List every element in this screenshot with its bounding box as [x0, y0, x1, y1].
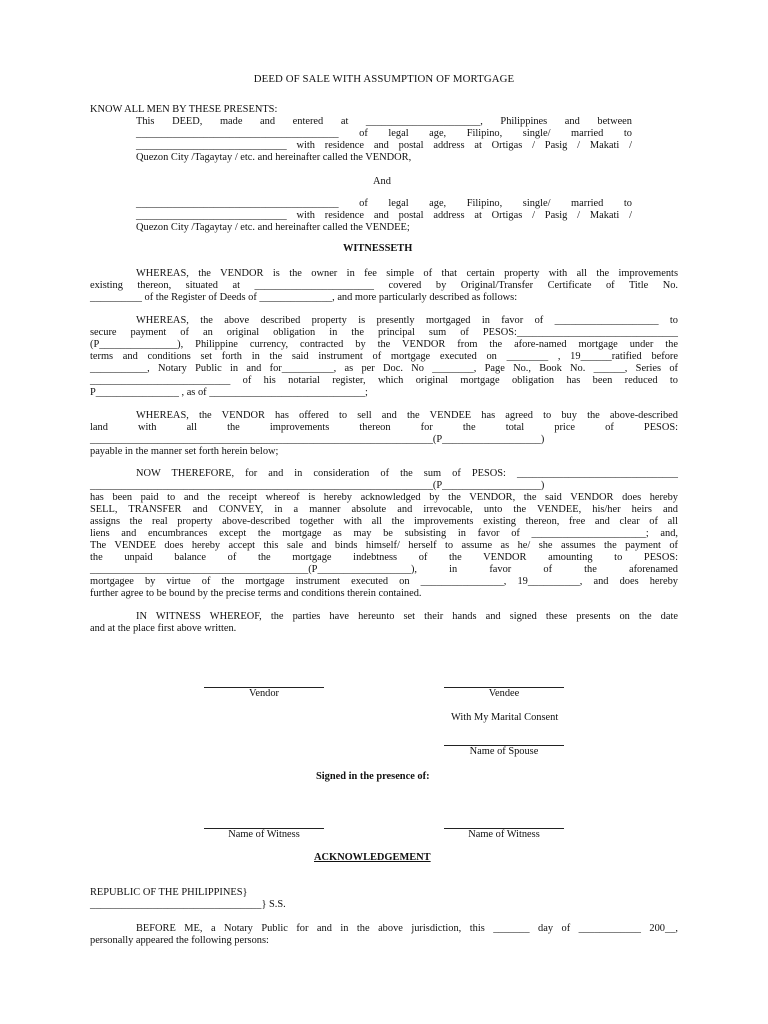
whereas-line: P________________ , as of ______________________________;	[90, 387, 368, 398]
whereas-line: land with all the improvements thereon for the total price of PESOS:	[90, 422, 678, 433]
marital-consent-label: With My Marital Consent	[451, 712, 559, 723]
before-me-line: BEFORE ME, a Notary Public for and in the above jurisdiction, this _______ day of ____________ 200__,	[136, 923, 678, 934]
whereas-line: secure payment of an original obligation in the principal sum of PESOS:_______________________________	[90, 327, 678, 338]
in-witness-line: IN WITNESS WHEREOF, the parties have hereunto set their hands and signed these presents on the date	[136, 611, 678, 622]
now-therefore-line: liens and encumbrances except the mortgage as may be subsisting in favor of ______________________; and,	[90, 528, 678, 539]
document-title: DEED OF SALE WITH ASSUMPTION OF MORTGAGE	[253, 73, 515, 85]
whereas-line: existing thereon, situated at _______________________ covered by Original/Transfer Certificate of Title No.	[90, 280, 678, 291]
whereas-line: __________ of the Register of Deeds of ______________, and more particularly described as follows:	[90, 292, 518, 303]
whereas-line: ___________________________ of his notarial register, which original mortgage obligation has been reduced to	[90, 375, 678, 386]
vendor-line: _______________________________________ of legal age, Filipino, single/ married to	[136, 128, 632, 139]
now-therefore-line: has been paid to and the receipt whereof is hereby acknowledged by the VENDOR, the said VENDOR does hereby	[90, 492, 678, 503]
now-therefore-line: __________________________________________(P__________________), in favor of the aforenamed	[90, 564, 678, 575]
whereas-line: WHEREAS, the VENDOR is the owner in fee simple of that certain property with all the improvements	[136, 268, 678, 279]
vendee-line: Quezon City /Tagaytay / etc. and hereinafter called the VENDEE;	[136, 222, 410, 233]
and-word: And	[373, 176, 391, 187]
vendor-line: This DEED, made and entered at ______________________, Philippines and between	[136, 116, 632, 127]
witness-1-label: Name of Witness	[228, 829, 300, 840]
vendor-label: Vendor	[248, 688, 279, 699]
spouse-label: Name of Spouse	[469, 746, 539, 757]
now-therefore-line: assigns the real property above-described together with all the improvements existing thereon, free and clear of all	[90, 516, 678, 527]
in-witness-line: and at the place first above written.	[90, 623, 237, 634]
whereas-line: WHEREAS, the above described property is presently mortgaged in favor of ____________________ to	[136, 315, 678, 326]
now-therefore-line: The VENDEE does hereby accept this sale and binds himself/ herself to assume as he/ she assumes the payment of	[90, 540, 678, 551]
now-therefore-line: NOW THEREFORE, for and in consideration of the sum of PESOS: _______________________________	[136, 468, 678, 479]
intro-line: KNOW ALL MEN BY THESE PRESENTS:	[90, 104, 278, 115]
whereas-line: payable in the manner set forth herein below;	[90, 446, 279, 457]
whereas-line: ___________, Notary Public in and for__________, as per Doc. No ________, Page No., Book No. ______, Series of	[90, 363, 678, 374]
ss-line: _________________________________} S.S.	[90, 899, 286, 910]
whereas-line: terms and conditions set forth in the said instrument of mortgage executed on ________ , 19______ratified before	[90, 351, 678, 362]
now-therefore-line: mortgagee by virtue of the mortgage instrument executed on ________________, 19__________, and does hereby	[90, 576, 678, 587]
witness-2-label: Name of Witness	[468, 829, 540, 840]
whereas-line: __________________________________________________________________(P___________________)	[90, 434, 545, 445]
vendee-line: _______________________________________ of legal age, Filipino, single/ married to	[136, 198, 632, 209]
whereas-line: WHEREAS, the VENDOR has offered to sell and the VENDEE has agreed to buy the above-described	[136, 410, 678, 421]
vendee-line: _____________________________ with residence and postal address at Ortigas / Pasig / Makati /	[136, 210, 632, 221]
now-therefore-line: the unpaid balance of the mortgage indebtness of the VENDOR amounting to PESOS:	[90, 552, 678, 563]
witnesseth-heading: WITNESSETH	[343, 243, 413, 254]
vendee-label: Vendee	[488, 688, 520, 699]
now-therefore-line: further agree to be bound by the precise terms and conditions therein contained.	[90, 588, 422, 599]
vendor-line: Quezon City /Tagaytay / etc. and hereinafter called the VENDOR,	[136, 152, 412, 163]
whereas-line: (P_______________), Philippine currency, contracted by the VENDOR from the afore-named mortgage under the	[90, 339, 678, 350]
now-therefore-line: __________________________________________________________________(P___________________)	[90, 480, 545, 491]
vendor-line: _____________________________ with residence and postal address at Ortigas / Pasig / Makati /	[136, 140, 632, 151]
before-me-line: personally appeared the following persons:	[90, 935, 269, 946]
now-therefore-line: SELL, TRANSFER and CONVEY, in a manner absolute and irrevocable, unto the VENDEE, his/her heirs and	[90, 504, 678, 515]
acknowledgement-heading: ACKNOWLEDGEMENT	[314, 852, 431, 863]
signed-presence-label: Signed in the presence of:	[316, 771, 430, 782]
republic-line: REPUBLIC OF THE PHILIPPINES}	[90, 887, 248, 898]
